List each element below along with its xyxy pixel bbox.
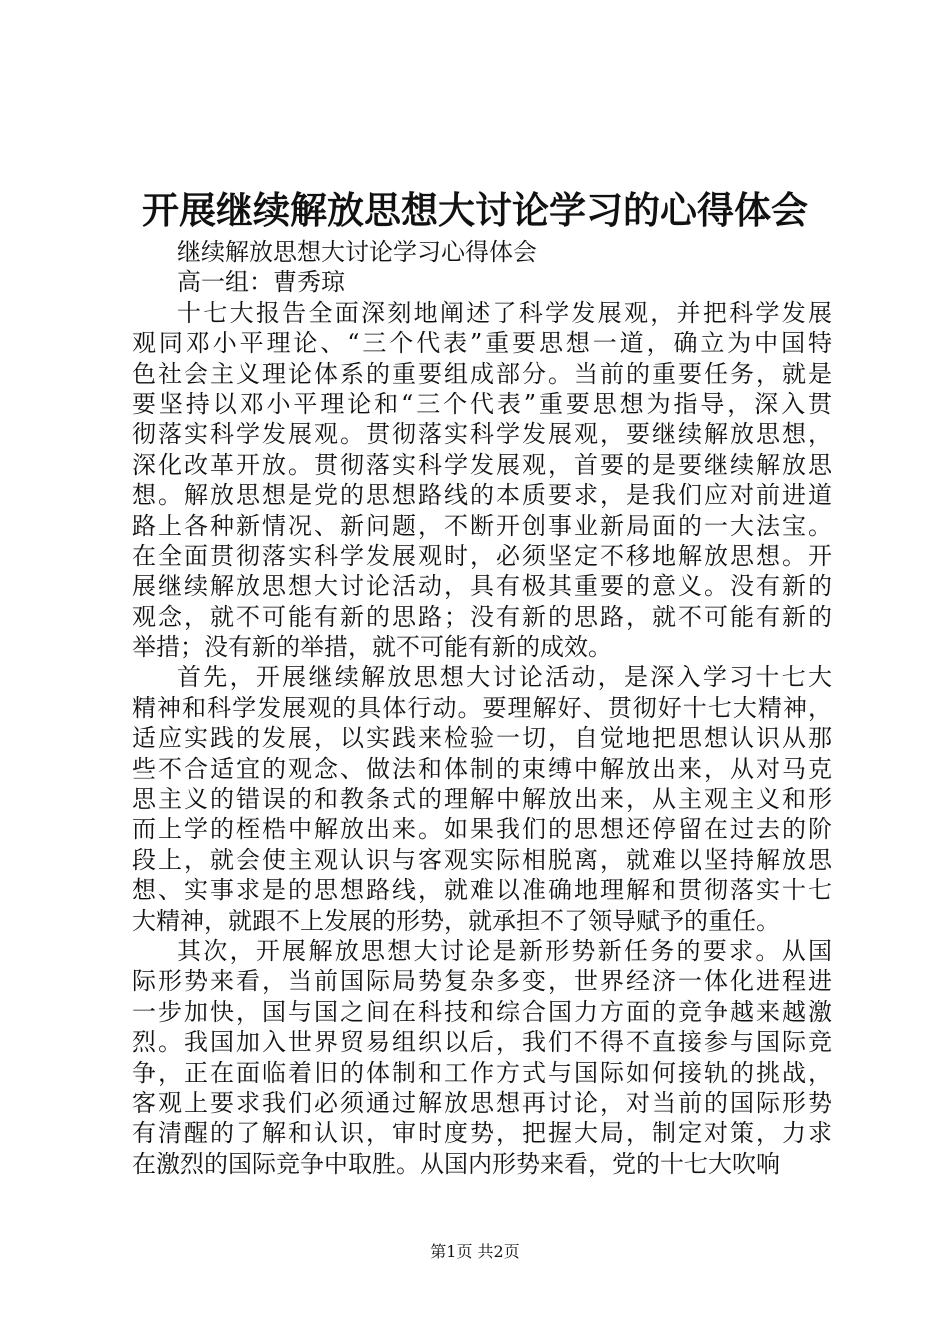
document-body	[132, 237, 832, 1179]
document-subtitle: 继续解放思想大讨论学习心得体会	[177, 238, 537, 266]
paragraph-line: 观同邓小平理论、“三个代表”重要思想一道，确立为中国特	[132, 329, 832, 358]
paragraph-line: 其次，开展解放思想大讨论是新形势新任务的要求。从国	[177, 936, 832, 965]
paragraph-line: 色社会主义理论体系的重要组成部分。当前的重要任务，就是	[132, 359, 832, 388]
paragraph-line: 客观上要求我们必须通过解放思想再讨论，对当前的国际形势	[132, 1088, 832, 1117]
paragraph-line: 首先，开展继续解放思想大讨论活动，是深入学习十七大	[177, 663, 832, 692]
paragraph-line: 要坚持以邓小平理论和“三个代表”重要思想为指导，深入贯	[132, 389, 832, 418]
paragraph-line: 烈。我国加入世界贸易组织以后，我们不得不直接参与国际竞	[132, 1028, 832, 1057]
author-line: 高一组：曹秀琼	[177, 268, 345, 297]
paragraph-line: 大精神，就跟不上发展的形势，就承担不了领导赋予的重任。	[132, 906, 780, 935]
paragraph-line: 想。解放思想是党的思想路线的本质要求，是我们应对前进道	[132, 481, 832, 510]
paragraph-line: 深化改革开放。贯彻落实科学发展观，首要的是要继续解放思	[132, 450, 832, 479]
paragraph-line: 精神和科学发展观的具体行动。要理解好、贯彻好十七大精神，	[132, 693, 832, 722]
paragraph-line: 路上各种新情况、新问题，不断开创事业新局面的一大法宝。	[132, 511, 832, 540]
paragraph-line: 争，正在面临着旧的体制和工作方式与国际如何接轨的挑战，	[132, 1058, 832, 1087]
paragraph	[132, 298, 832, 663]
paragraph-line: 段上，就会使主观认识与客观实际相脱离，就难以坚持解放思	[132, 845, 832, 874]
paragraph-line: 举措；没有新的举措，就不可能有新的成效。	[132, 633, 612, 662]
paragraph-line: 观念，就不可能有新的思路；没有新的思路，就不可能有新的	[132, 602, 832, 631]
paragraph-line: 适应实践的发展，以实践来检验一切，自觉地把思想认识从那	[132, 724, 832, 753]
paragraph-line: 而上学的桎梏中解放出来。如果我们的思想还停留在过去的阶	[132, 815, 832, 844]
paragraph	[132, 662, 832, 936]
paragraph-line: 际形势来看，当前国际局势复杂多变，世界经济一体化进程进	[132, 967, 832, 996]
paragraph-line: 彻落实科学发展观。贯彻落实科学发展观，要继续解放思想，	[132, 420, 832, 449]
paragraph	[132, 936, 832, 1179]
page-footer: 第1页 共2页	[430, 1242, 520, 1261]
paragraph-line: 想、实事求是的思想路线，就难以准确地理解和贯彻落实十七	[132, 876, 832, 905]
paragraph-container	[132, 298, 832, 1179]
paragraph-line: 在全面贯彻落实科学发展观时，必须坚定不移地解放思想。开	[132, 541, 832, 570]
paragraph-line: 思主义的错误的和教条式的理解中解放出来，从主观主义和形	[132, 785, 832, 814]
paragraph-line: 在激烈的国际竞争中取胜。从国内形势来看，党的十七大吹响	[132, 1149, 780, 1178]
paragraph-line: 展继续解放思想大讨论活动，具有极其重要的意义。没有新的	[132, 572, 832, 601]
paragraph-line: 十七大报告全面深刻地阐述了科学发展观，并把科学发展	[177, 298, 832, 327]
document-title: 开展继续解放思想大讨论学习的心得体会	[142, 188, 808, 232]
paragraph-line: 一步加快，国与国之间在科技和综合国力方面的竞争越来越激	[132, 997, 832, 1026]
paragraph-line: 有清醒的了解和认识，审时度势，把握大局，制定对策，力求	[132, 1119, 832, 1148]
paragraph-line: 些不合适宜的观念、做法和体制的束缚中解放出来，从对马克	[132, 754, 832, 783]
